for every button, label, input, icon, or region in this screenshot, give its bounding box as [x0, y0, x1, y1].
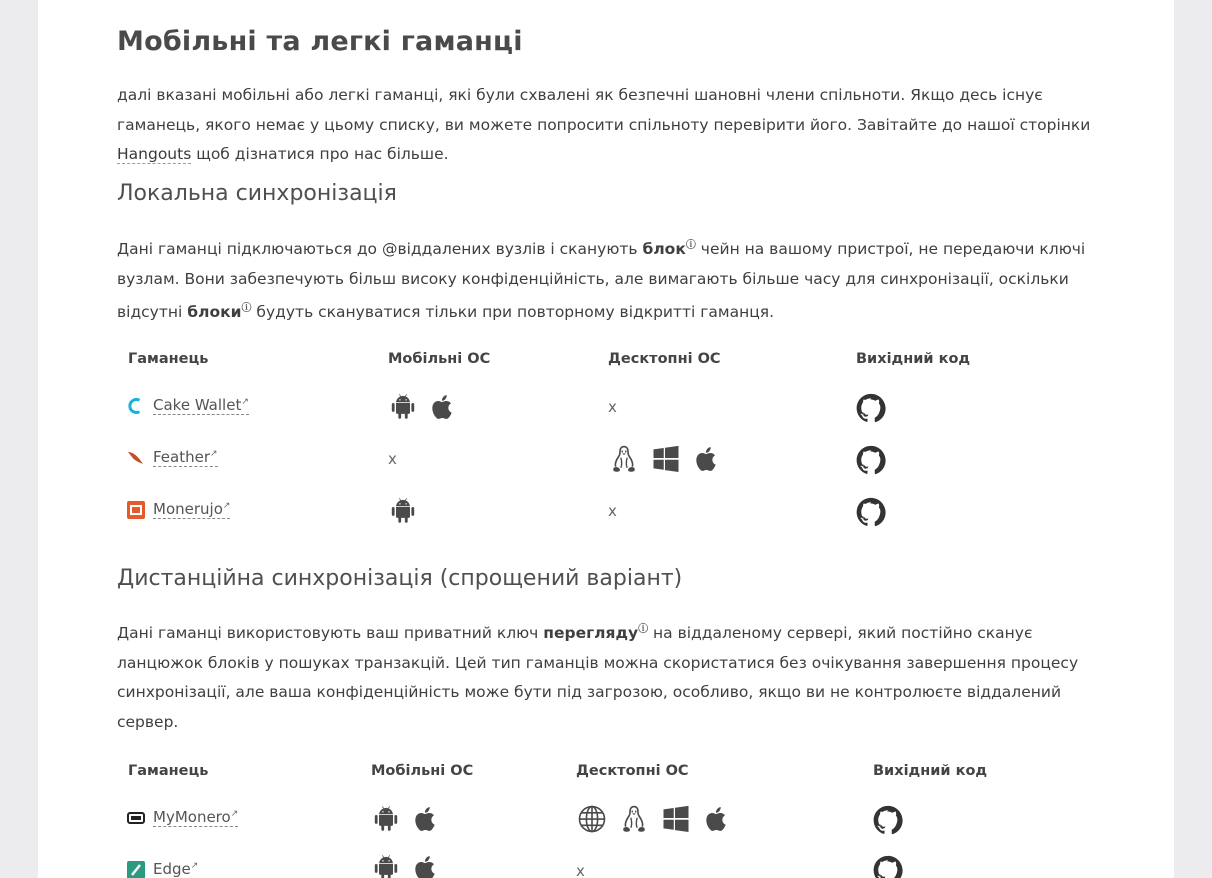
remote-th-desktop: Десктопні ОС [576, 763, 689, 779]
cake-mobile-os [389, 393, 457, 421]
edge-desktop-none: x [576, 862, 585, 878]
feather-logo [127, 449, 145, 467]
local-text-1: Дані гаманці підключаються до @віддалених вузлів і сканують [117, 240, 638, 259]
info-icon: ⓘ [241, 303, 252, 315]
android-icon [389, 393, 417, 421]
linux-icon [619, 803, 649, 835]
table-row-cake-wallet [127, 396, 249, 415]
monerujo-logo [127, 501, 145, 519]
info-icon: ⓘ [685, 240, 696, 251]
external-link-icon: ↗ [241, 397, 249, 407]
local-th-source: Вихідний код [856, 351, 971, 367]
remote-text-2: на віддаленому сервері, який постійно сканує ланцюжок блоків у пошуках транзакцій. Цей тип гаманців можна скористатися без очікування завершення процесу синхронізації, але ваша конфіденційність може бути під загрозою, особливо, якщо ви не контролюєте віддалений сервер. [117, 624, 1079, 731]
apple-icon [412, 854, 440, 878]
apple-icon [412, 805, 440, 833]
feather-desktop-os [609, 443, 721, 475]
remote-sync-paragraph [117, 615, 1097, 737]
local-sync-paragraph [117, 231, 1097, 328]
linux-icon [609, 443, 639, 475]
edge-link[interactable]: Edge↗ [153, 860, 199, 878]
edge-mobile-os [372, 854, 440, 878]
external-link-icon: ↗ [230, 809, 239, 819]
cake-wallet-link[interactable]: Cake Wallet↗ [153, 396, 249, 414]
monerujo-desktop-none: x [608, 502, 617, 520]
external-link-icon: ↗ [222, 501, 231, 511]
mymonero-link[interactable]: MyMonero↗ [153, 808, 239, 826]
info-icon: ⓘ [638, 624, 649, 635]
feather-link[interactable]: Feather↗ [153, 448, 218, 466]
page-content [38, 0, 1174, 878]
monerujo-mobile-os [389, 497, 417, 525]
term-view-key[interactable]: переглядуⓘ [543, 624, 649, 643]
external-link-icon: ↗ [190, 861, 199, 871]
external-link-icon: ↗ [210, 449, 218, 459]
monerujo-link[interactable]: Monerujo↗ [153, 500, 231, 518]
term-block[interactable]: блокⓘ [642, 240, 696, 259]
mymonero-logo [127, 809, 145, 827]
github-icon[interactable] [856, 497, 886, 527]
local-th-wallet: Гаманець [128, 351, 209, 367]
remote-th-mobile: Мобільні ОС [371, 763, 474, 779]
local-sync-heading: Локальна синхронізація [117, 181, 397, 206]
table-row-monerujo [127, 500, 230, 519]
intro-paragraph [117, 81, 1097, 170]
windows-icon [651, 444, 681, 474]
table-row-feather [127, 448, 218, 467]
mymonero-mobile-os [372, 805, 440, 833]
cake-desktop-none: x [608, 398, 617, 416]
cake-wallet-logo [127, 397, 145, 415]
feather-mobile-none: x [388, 450, 397, 468]
mymonero-desktop-os [577, 803, 731, 835]
table-row-mymonero [127, 808, 238, 827]
apple-icon [693, 445, 721, 473]
local-th-desktop: Десктопні ОС [608, 351, 721, 367]
android-icon [372, 805, 400, 833]
android-icon [389, 497, 417, 525]
hangouts-link[interactable]: Hangouts [117, 145, 192, 163]
github-icon[interactable] [873, 855, 903, 878]
term-blocks[interactable]: блокиⓘ [187, 303, 252, 322]
remote-text-1: Дані гаманці використовують ваш приватний ключ [117, 624, 539, 643]
local-th-mobile: Мобільні ОС [388, 351, 491, 367]
local-text-3: будуть скануватися тільки при повторному відкритті гаманця. [256, 303, 775, 322]
remote-th-source: Вихідний код [873, 763, 988, 779]
table-row-edge [127, 860, 198, 878]
intro-tail: щоб дізнатися про нас більше. [196, 145, 449, 163]
github-icon[interactable] [873, 805, 903, 835]
globe-icon [577, 804, 607, 834]
intro-text: далі вказані мобільні або легкі гаманці, які були схвалені як безпечні шановні члени спільноти. Якщо десь існує гаманець, якого немає у цьому списку, ви можете попросити спільноту перевірити його. Завітайте до нашої сторінки [117, 86, 1091, 134]
page-title: Мобільні та легкі гаманці [117, 26, 523, 57]
remote-th-wallet: Гаманець [128, 763, 209, 779]
github-icon[interactable] [856, 445, 886, 475]
edge-logo [127, 861, 145, 878]
apple-icon [429, 393, 457, 421]
android-icon [372, 854, 400, 878]
remote-sync-heading: Дистанційна синхронізація (спрощений варіант) [117, 566, 683, 591]
windows-icon [661, 804, 691, 834]
github-icon[interactable] [856, 393, 886, 423]
apple-icon [703, 805, 731, 833]
local-text-2: чейн на вашому пристрої, не передаючи ключі вузлам. Вони забезпечують більш високу конфіденційність, але вимагають більше часу для синхронізації, оскільки відсутні [117, 240, 1086, 322]
